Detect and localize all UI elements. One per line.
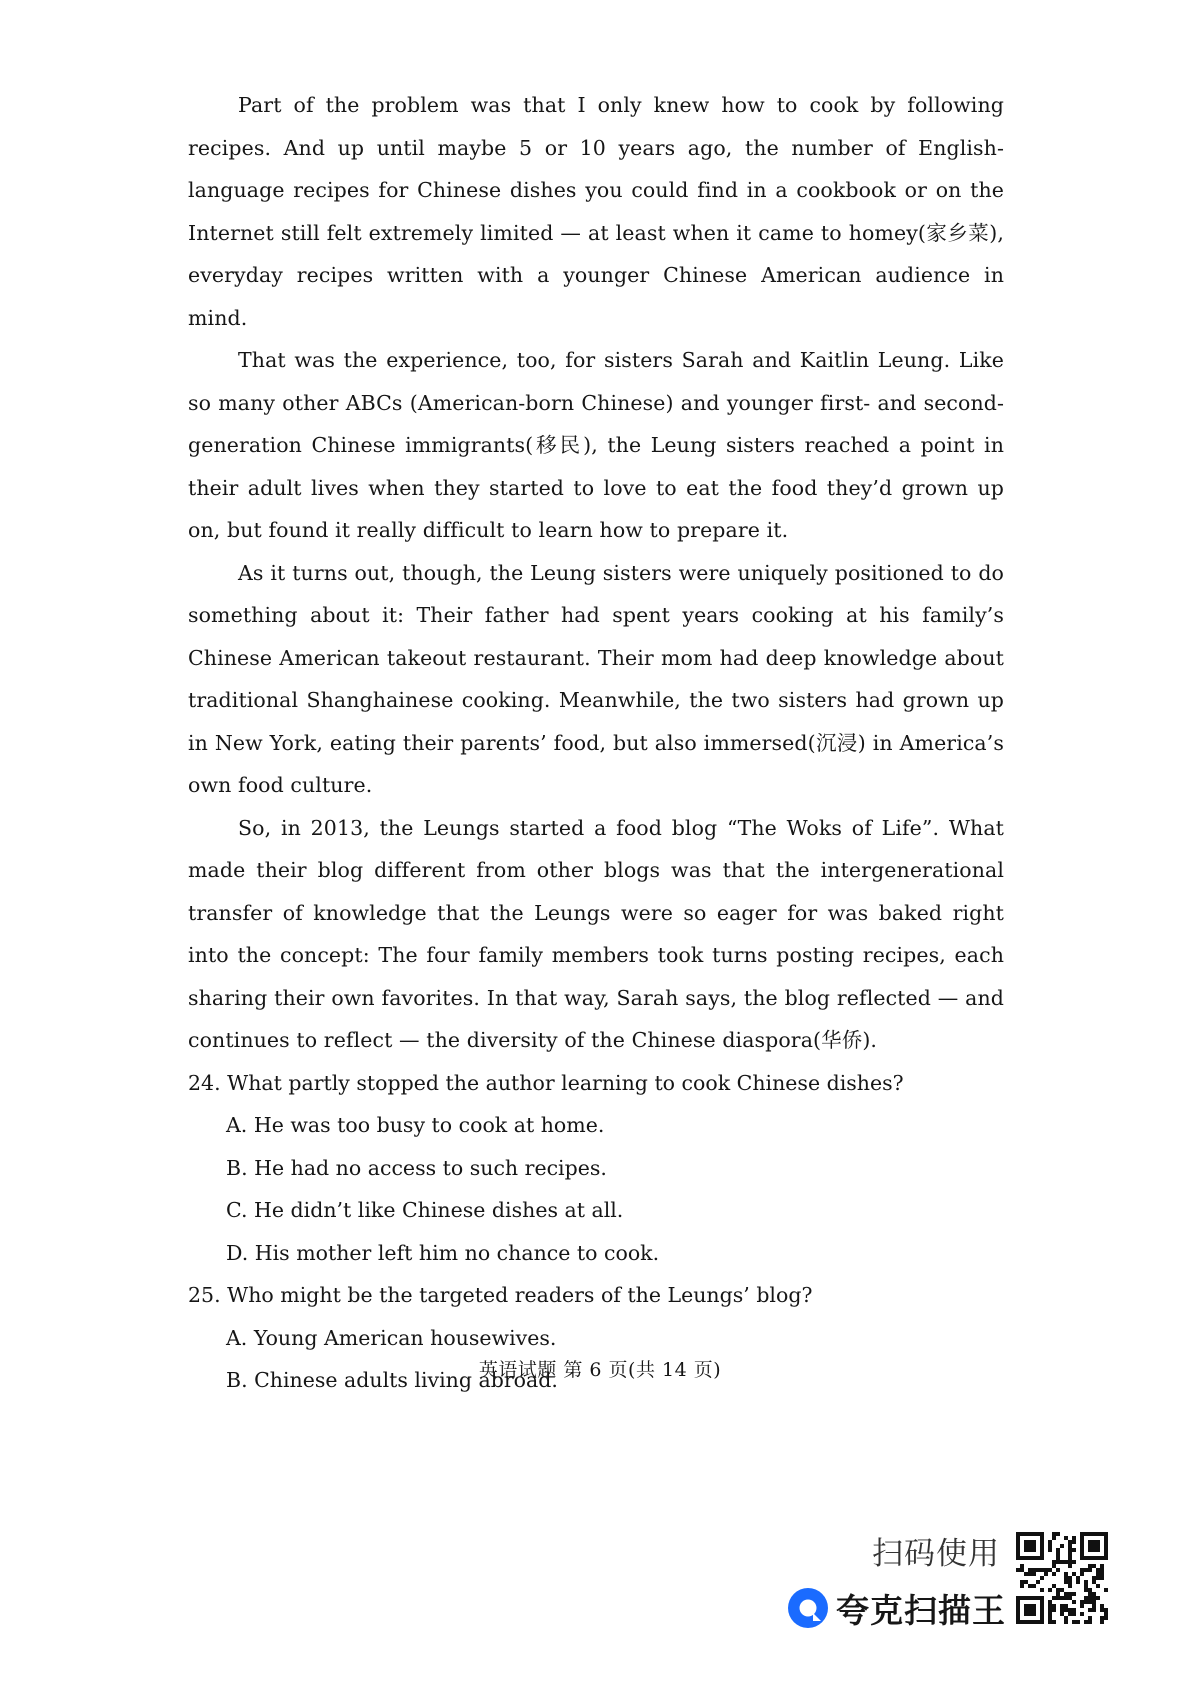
question-24-option-c: C. He didn’t like Chinese dishes at all. xyxy=(226,1198,624,1222)
scanner-brand-name: 夸克扫描王 xyxy=(836,1590,1006,1630)
passage-paragraph-2: That was the experience, too, for sisters Sarah and Kaitlin Leung. Like so many other ABCs (American-born Chinese) and younger first- and second-generation Chinese immigrants(移民), the Leung sisters reached a point in their adult lives when they started to love to eat the food they’d grown up on, but found it really difficult to learn how to prepare it. xyxy=(188,348,1004,542)
scan-to-use-text: 扫码使用 xyxy=(872,1536,1000,1572)
question-25 xyxy=(188,1274,1004,1402)
question-25-option-a: A. Young American housewives. xyxy=(226,1325,557,1350)
reading-passage xyxy=(188,84,1004,1402)
passage-paragraph-1: Part of the problem was that I only knew how to cook by following recipes. And up until maybe 5 or 10 years ago, the number of English-language recipes for Chinese dishes you could find in a cookbook or on the Internet still felt extremely limited — at least when it came to homey(家乡菜), everyday recipes written with a younger Chinese American audience in mind. xyxy=(188,93,1004,330)
question-24-option-a: A. He was too busy to cook at home. xyxy=(226,1113,605,1137)
passage-paragraph-4: So, in 2013, the Leungs started a food blog “The Woks of Life”. What made their blog different from other blogs was that the intergenerational transfer of knowledge that the Leungs were so eager for was baked right into the concept: The four family members took turns posting recipes, each sharing their own favorites. In that way, Sarah says, the blog reflected — and continues to reflect — the diversity of the Chinese diaspora(华侨). xyxy=(188,815,1004,1052)
question-24-stem: 24. What partly stopped the author learning to cook Chinese dishes? xyxy=(188,1070,904,1095)
scanner-brand xyxy=(786,1583,1006,1633)
page-footer: 英语试题 第 6 页(共 14 页) xyxy=(478,1359,722,1381)
question-25-stem: 25. Who might be the targeted readers of the Leungs’ blog? xyxy=(188,1283,813,1307)
question-24-option-b: B. He had no access to such recipes. xyxy=(226,1155,607,1180)
scanner-watermark xyxy=(760,1518,1120,1668)
question-25-option-b: B. Chinese adults living abroad. xyxy=(226,1368,558,1392)
question-24 xyxy=(188,1062,1004,1275)
question-24-options xyxy=(188,1104,1004,1274)
question-24-option-d: D. His mother left him no chance to cook. xyxy=(226,1240,660,1265)
passage-paragraph-3: As it turns out, though, the Leung sisters were uniquely positioned to do something about it: Their father had spent years cooking at his family’s Chinese American takeout restaurant. Their mom had deep knowledge about traditional Shanghainese cooking. Meanwhile, the two sisters had grown up in New York, eating their parents’ food, but also immersed(沉浸) in America’s own food culture. xyxy=(188,560,1004,797)
quark-logo-icon xyxy=(786,1586,830,1630)
qr-code-icon[interactable] xyxy=(1016,1532,1108,1624)
